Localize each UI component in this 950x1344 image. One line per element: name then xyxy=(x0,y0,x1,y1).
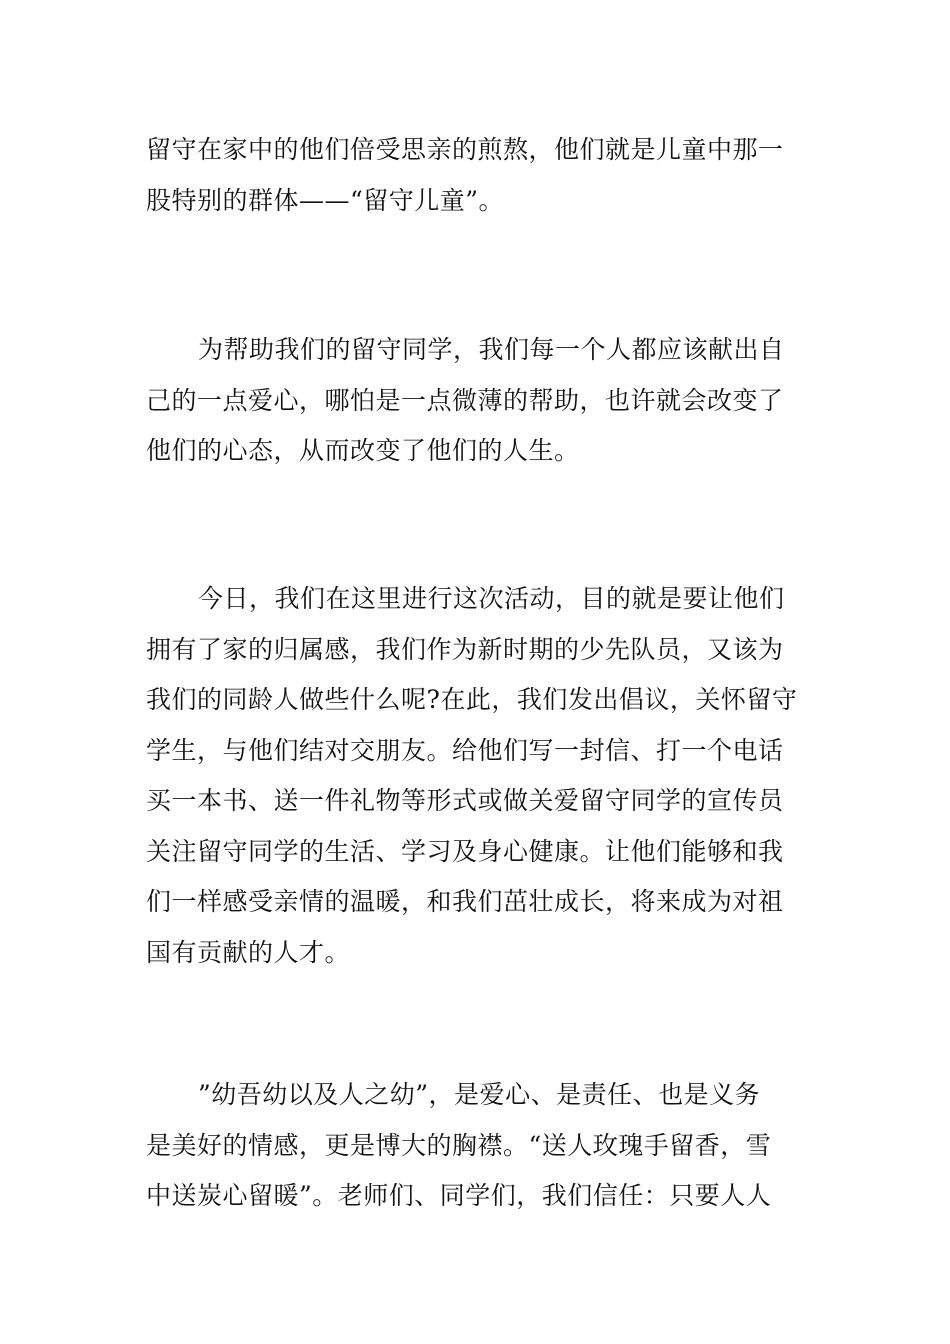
text-line: 学生，与他们结对交朋友。给他们写一封信、打一个电话 xyxy=(146,735,784,765)
paragraph-1 xyxy=(146,125,808,226)
text-line: 今日，我们在这里进行这次活动，目的就是要让他们 xyxy=(198,584,785,613)
paragraph-3 xyxy=(146,574,808,978)
text-line: 买一本书、送一件礼物等形式或做关爱留守同学的宣传员 xyxy=(146,786,784,815)
text-line: ”幼吾幼以及人之幼”，是爱心、是责任、也是义务 xyxy=(198,1080,761,1109)
text-line: 己的一点爱心，哪怕是一点微薄的帮助，也许就会改变了 xyxy=(146,385,784,415)
text-line: 国有贡献的人才。 xyxy=(146,937,351,967)
text-line: 们一样感受亲情的温暖，和我们茁壮成长，将来成为对祖 xyxy=(146,887,784,916)
text-line: 他们的心态，从而改变了他们的人生。 xyxy=(146,436,580,465)
text-line: 拥有了家的归属感，我们作为新时期的少先队员，又该为 xyxy=(146,634,784,664)
text-line: 股特别的群体——“留守儿童”。 xyxy=(146,185,505,215)
paragraph-4 xyxy=(146,1070,808,1222)
paragraph-2 xyxy=(146,325,808,477)
text-line: 中送炭心留暖”。老师们、同学们，我们信任：只要人人 xyxy=(146,1181,772,1210)
text-line: 关注留守同学的生活、学习及身心健康。让他们能够和我 xyxy=(146,836,784,866)
text-line: 我们的同龄人做些什么呢?在此，我们发出倡议，关怀留守 xyxy=(146,685,798,714)
text-line: 是美好的情感，更是博大的胸襟。“送人玫瑰手留香，雪 xyxy=(146,1130,772,1160)
text-line: 为帮助我们的留守同学，我们每一个人都应该献出自 xyxy=(198,335,785,364)
text-line: 留守在家中的他们倍受思亲的煎熬，他们就是儿童中那一 xyxy=(146,135,784,164)
